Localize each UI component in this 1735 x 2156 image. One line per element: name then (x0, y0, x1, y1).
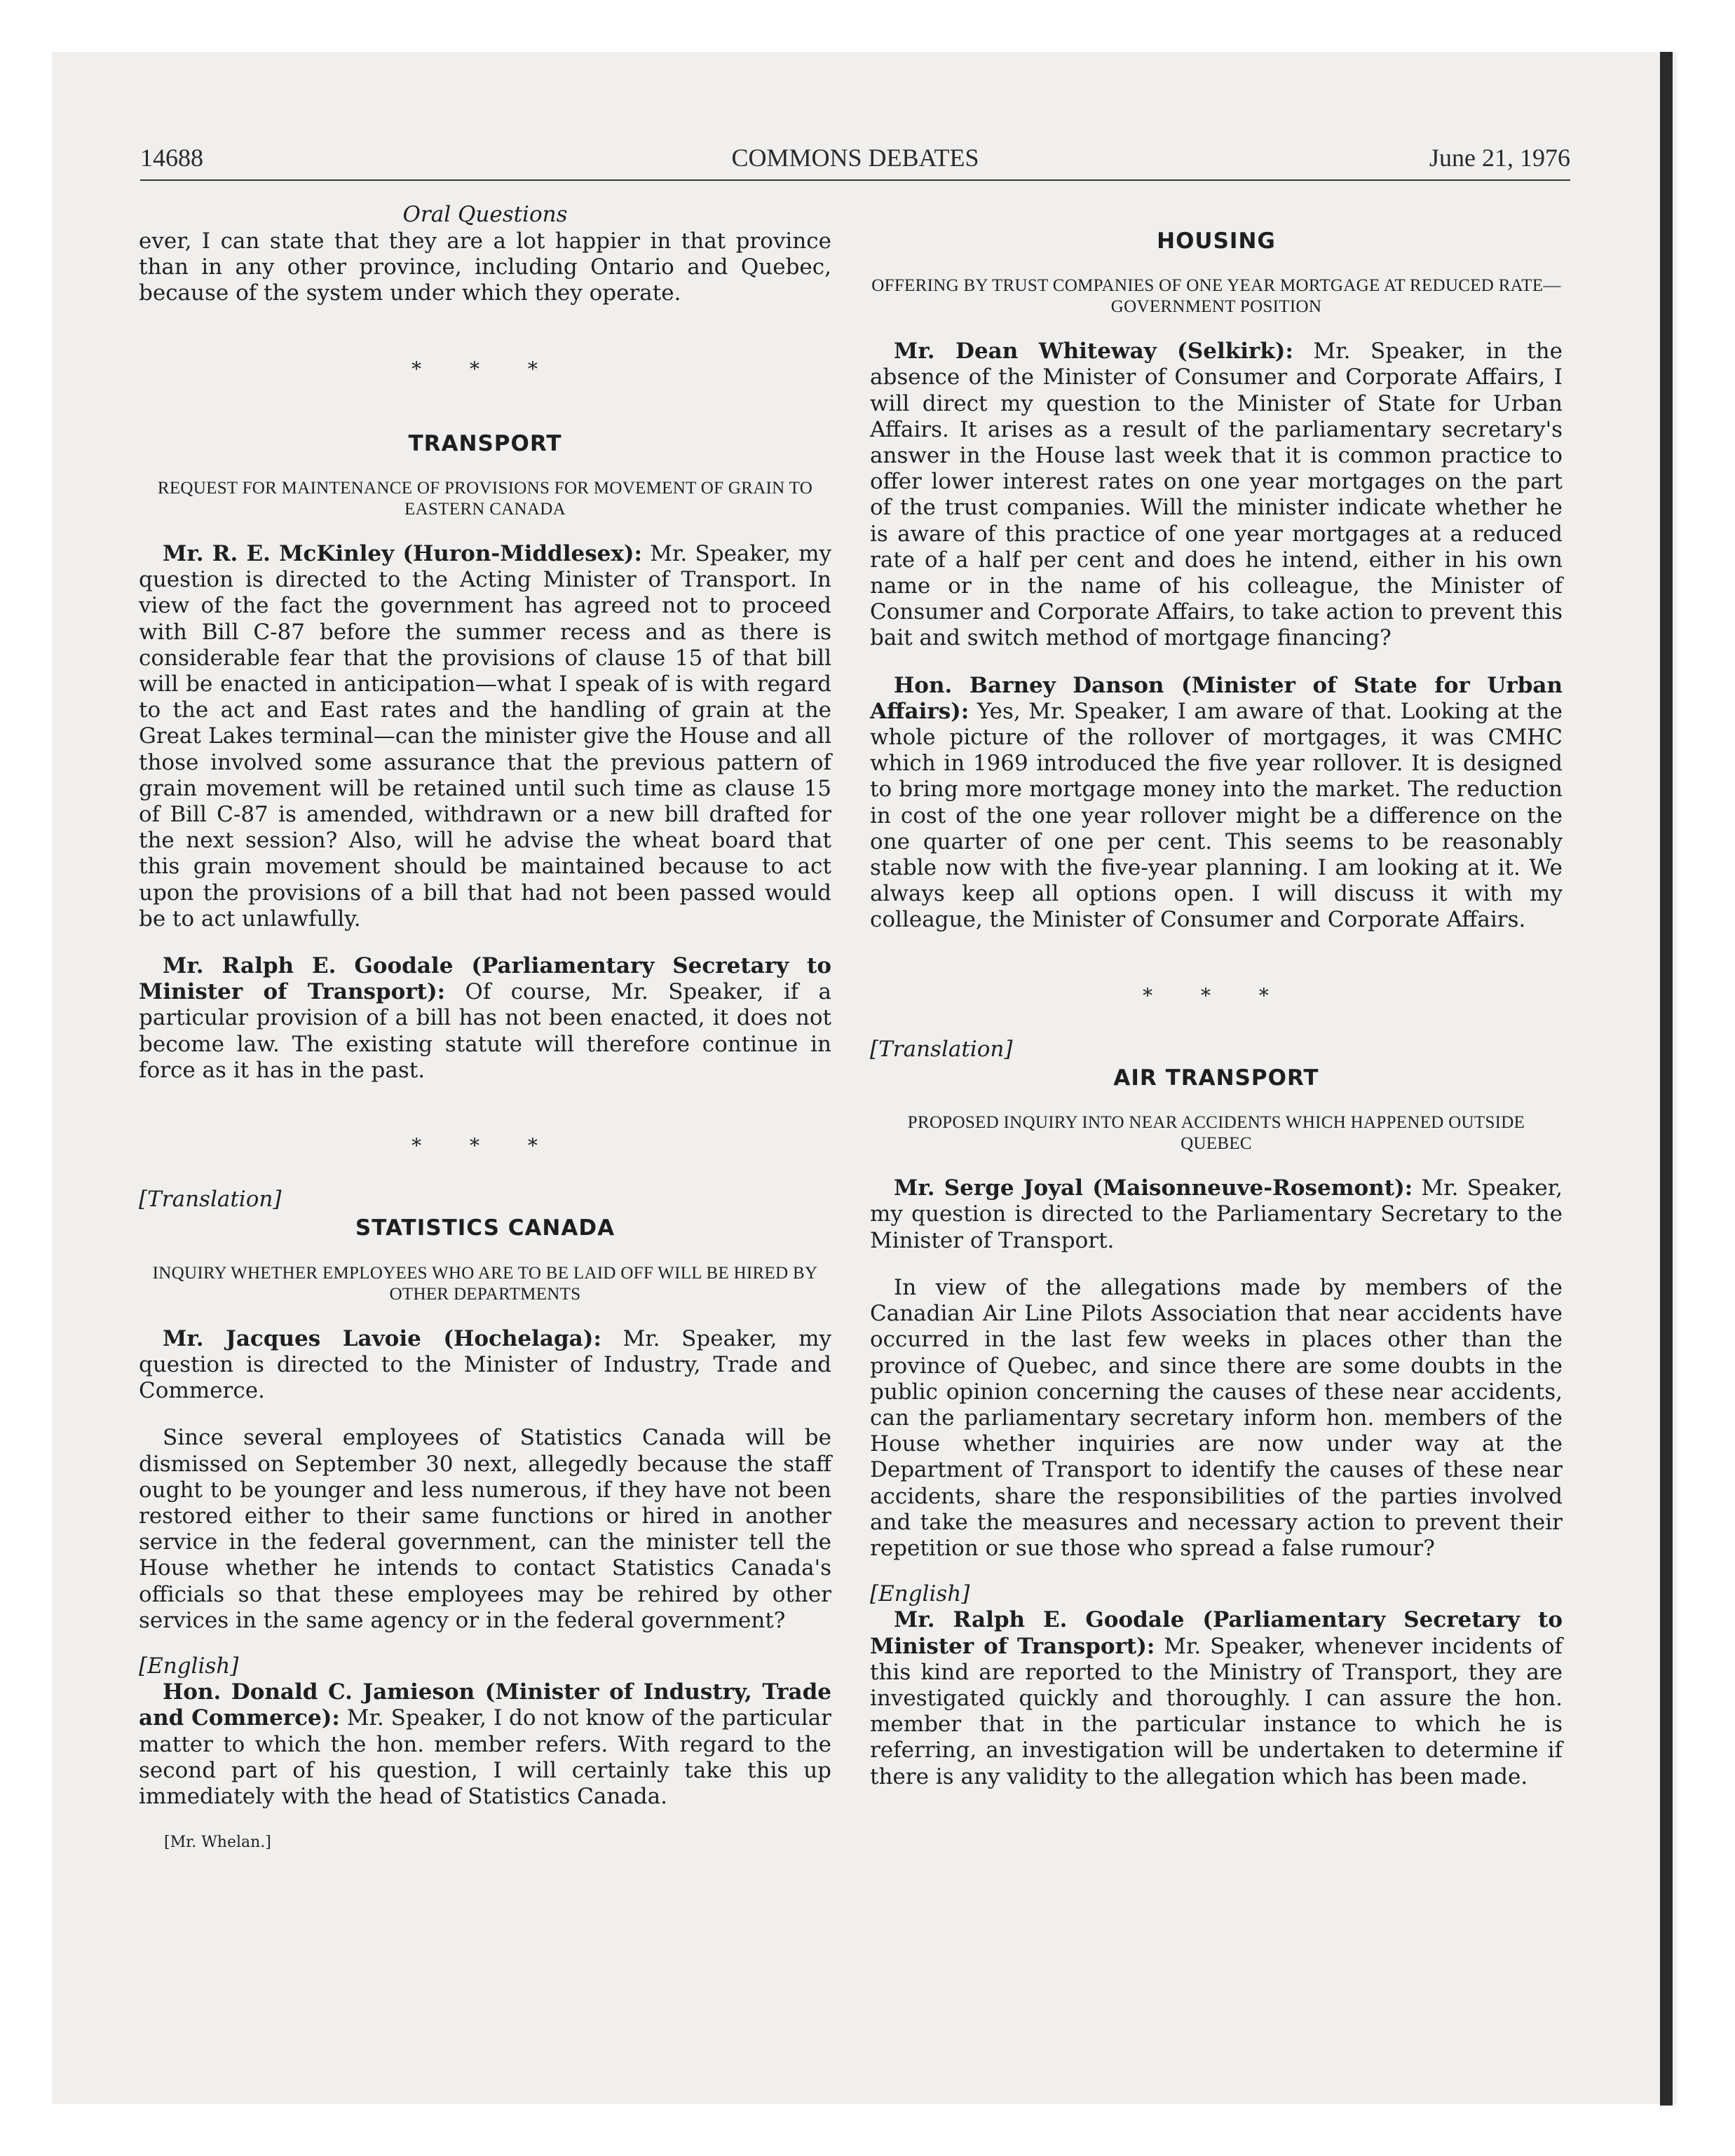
speech-text: Mr. Speaker, in the absence of the Minister of Consumer and Corporate Affairs, I will direct my question to the Minister of State for Urban Affairs. It arises as a result of the parliamentary secretary's answer in the House last week that it is common practice to offer lower interest rates on one year mortgages on the part of the trust companies. Will the minister indicate whether he is aware of this practice of one year mortgages at a reduced rate of a half per cent and does he intend, either in his own name or in the name of his colleague, the Minister of Consumer and Corporate Affairs, to take action to prevent this bait and switch method of mortgage financing? (870, 339, 1563, 651)
speech-paragraph (139, 953, 831, 1084)
language-note: [English] (139, 1653, 239, 1679)
speech-paragraph (870, 339, 1563, 651)
page-header (140, 143, 1570, 181)
page-number: 14688 (140, 144, 203, 172)
speech-paragraph: Since several employees of Statistics Canada will be dismissed on September 30 next, allegedly because the staff ought to be younger and less numerous, if they have not been restored either to their same functions or hired in another service in the federal government, can the minister tell the House whether he intends to contact Statistics Canada's officials so that these employees may be rehired by other services in the same agency or in the federal government? (139, 1425, 831, 1633)
right-column (870, 189, 1563, 1790)
running-head: Oral Questions (402, 202, 568, 227)
speech-paragraph (870, 1175, 1563, 1254)
speech-text: Of course, Mr. Speaker, if a particular provision of a bill has not been enacted, it does not become law. The existing statute will therefore continue in force as it has in the past. (139, 979, 832, 1083)
language-note: [Translation] (139, 1187, 282, 1213)
speaker-name: Mr. R. E. McKinley (Huron-Middlesex): (163, 541, 642, 567)
speech-text: Mr. Speaker, my question is directed to the Parliamentary Secretary to the Minister of Transport. (870, 1175, 1563, 1253)
section-subtitle-transport: REQUEST FOR MAINTENANCE OF PROVISIONS FOR MOVEMENT OF GRAIN TO EASTERN CANADA (157, 479, 813, 519)
section-title-transport: TRANSPORT (408, 430, 562, 456)
speaker-name: Hon. Barney Danson (Minister of State for Urban Affairs): (870, 672, 1563, 724)
speech-text: Mr. Speaker, my question is directed to the Minister of Industry, Trade and Commerce. (139, 1325, 831, 1404)
speech-paragraph (139, 1679, 831, 1810)
publication-title: COMMONS DEBATES (731, 144, 979, 172)
speaker-name: Mr. Ralph E. Goodale (Parliamentary Secretary to Minister of Transport): (139, 953, 831, 1005)
speech-text: Mr. Speaker, I do not know of the particular matter to which the hon. member refers. With regard to the second part of his question, I will certainly take this up immediately with the head of Statistics Canada. (139, 1705, 831, 1809)
speaker-name: Mr. Ralph E. Goodale (Parliamentary Secretary to Minister of Transport): (870, 1607, 1563, 1659)
speech-paragraph (139, 1326, 831, 1405)
speaker-name: Mr. Dean Whiteway (Selkirk): (894, 339, 1293, 364)
section-title-housing: HOUSING (1157, 228, 1276, 254)
section-subtitle-statistics: INQUIRY WHETHER EMPLOYEES WHO ARE TO BE LAID OFF WILL BE HIRED BY OTHER DEPARTMENTS (152, 1263, 818, 1304)
speech-paragraph (870, 1607, 1563, 1789)
speaker-name: Mr. Jacques Lavoie (Hochelaga): (163, 1325, 601, 1351)
intro-paragraph: ever, I can state that they are a lot happier in that province than in any other province, including Ontario and Quebec, because of the system under which they operate. (139, 228, 831, 306)
section-separator: * * * (411, 1134, 559, 1158)
speaker-name: Hon. Donald C. Jamieson (Minister of Industry, Trade and Commerce): (139, 1679, 831, 1731)
section-subtitle-air-transport: PROPOSED INQUIRY INTO NEAR ACCIDENTS WHICH HAPPENED OUTSIDE QUEBEC (907, 1113, 1525, 1154)
section-title-statistics: STATISTICS CANADA (355, 1215, 615, 1241)
speech-text: Yes, Mr. Speaker, I am aware of that. Looking at the whole picture of the rollover of mortgages, it was CMHC which in 1969 introduced the five year rollover. It is designed to bring more mortgage money into the market. The reduction in cost of the one year rollover might be a difference on the one quarter of one per cent. This seems to be reasonably stable now with the five-year planning. I am looking at it. We always keep all options open. I will discuss it with my colleague, the Minister of Consumer and Corporate Affairs. (870, 698, 1563, 933)
section-separator: * * * (1143, 983, 1290, 1007)
left-column (139, 189, 831, 1855)
section-separator: * * * (411, 357, 559, 381)
speech-paragraph (870, 673, 1563, 934)
language-note: [Translation] (870, 1036, 1013, 1062)
footer-note: [Mr. Whelan.] (164, 1834, 271, 1852)
language-note: [English] (870, 1581, 970, 1607)
speech-paragraph (139, 541, 831, 932)
section-subtitle-housing: OFFERING BY TRUST COMPANIES OF ONE YEAR MORTGAGE AT REDUCED RATE—GOVERNMENT POSITION (871, 276, 1561, 317)
section-title-air-transport: AIR TRANSPORT (1113, 1065, 1319, 1091)
speech-text: Mr. Speaker, my question is directed to the Acting Minister of Transport. In view of the fact the government has agreed not to proceed with Bill C-87 before the summer recess and as there is considerable fear that the provisions of clause 15 of that bill will be enacted in anticipation—what I speak of is with regard to the act and East rates and the handling of grain at the Great Lakes terminal—can the minister give the House and all those involved some assurance that the previous pattern of grain movement will be retained until such time as clause 15 of Bill C-87 is amended, withdrawn or a new bill drafted for the next session? Also, will he advise the wheat board that this grain movement should be maintained because to act upon the provisions of a bill that had not been passed would be to act unlawfully. (139, 541, 831, 932)
speaker-name: Mr. Serge Joyal (Maisonneuve-Rosemont): (894, 1175, 1413, 1201)
speech-paragraph: In view of the allegations made by members of the Canadian Air Line Pilots Association that near accidents have occurred in the last few weeks in places other than the province of Quebec, and since there are some doubts in the public opinion concerning the causes of these near accidents, can the parliamentary secretary inform hon. members of the House whether inquiries are now under way at the Department of Transport to identify the causes of these near accidents, share the responsibilities of the parties involved and take the measures and necessary action to prevent their repetition or sue those who spread a false rumour? (870, 1274, 1563, 1561)
page-binding-edge (1660, 52, 1673, 2106)
page-date: June 21, 1976 (1429, 144, 1570, 172)
speech-text: Mr. Speaker, whenever incidents of this kind are reported to the Ministry of Transport, they are investigated quickly and thoroughly. I can assure the hon. member that in the particular instance to which he is referring, an investigation will be undertaken to determine if there is any validity to the allegation which has been made. (870, 1633, 1563, 1789)
